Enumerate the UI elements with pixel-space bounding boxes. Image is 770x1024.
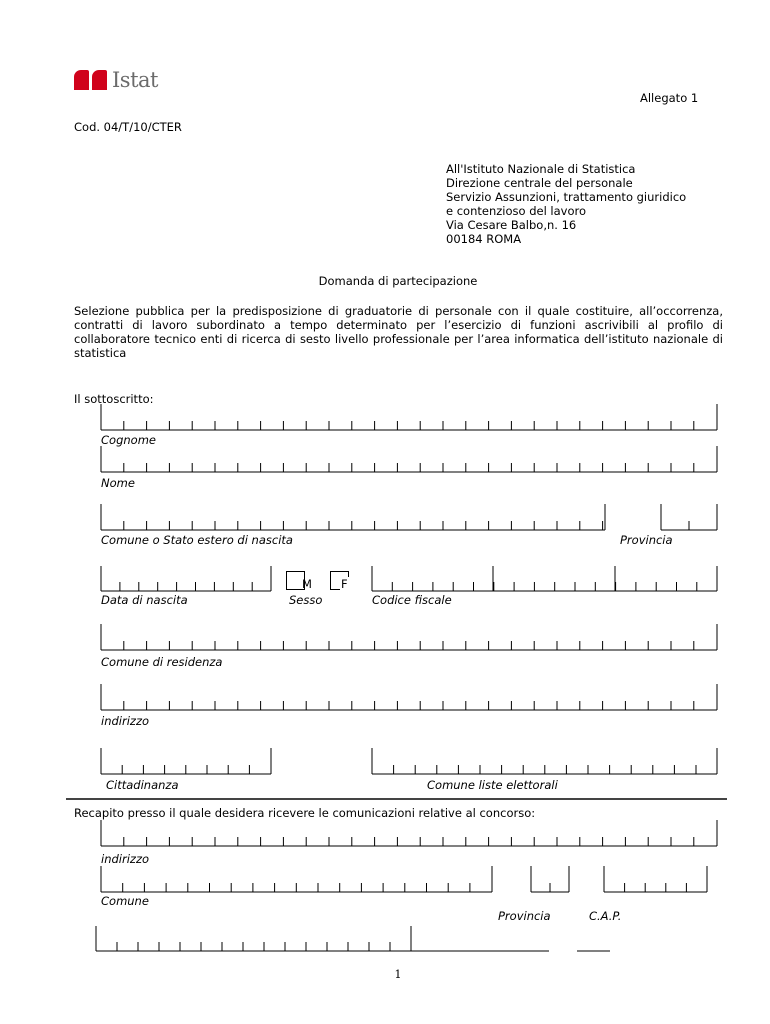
comune-residenza-label: Comune di residenza [101, 655, 223, 669]
data-nascita-input[interactable] [101, 566, 271, 592]
recapito-cap-input[interactable] [604, 866, 707, 894]
recapito-provincia-label: Provincia [498, 909, 551, 923]
recipient-line: All'Istituto Nazionale di Statistica [446, 162, 636, 176]
document-paragraph: Selezione pubblica per la predisposizione di graduatorie di personale con il quale costituire, all’occorrenza, contratti di lavoro subordinato a tempo determinato per l’esercizio di funzioni ascrivibili al profilo di collaboratore tecnico enti di ricerca di sesto livello professionale per l’area informatica dell’istituto nazionale di statistica [74, 304, 723, 360]
codice-fiscale-label: Codice fiscale [372, 593, 452, 607]
extra-comb-input[interactable] [96, 925, 411, 951]
page-number: 1 [394, 968, 402, 981]
recapito-indirizzo-label: indirizzo [101, 852, 150, 866]
indirizzo-label: indirizzo [101, 714, 150, 728]
cittadinanza-input[interactable] [101, 748, 271, 776]
recapito-comune-label: Comune [101, 894, 149, 908]
recipient-line: e contenzioso del lavoro [446, 204, 587, 218]
extra-short-line-input[interactable] [577, 935, 610, 951]
cognome-label: Cognome [101, 433, 156, 447]
comune-residenza-input[interactable] [101, 624, 717, 652]
cognome-input[interactable] [101, 404, 717, 432]
recapito-intro: Recapito presso il quale desidera ricevere le comunicazioni relative al concorso: [74, 806, 536, 820]
provincia-nascita-label: Provincia [620, 533, 673, 547]
indirizzo-input[interactable] [101, 684, 717, 712]
codice-label: Cod. 04/T/10/CTER [74, 120, 182, 134]
recipient-line: Via Cesare Balbo,n. 16 [446, 218, 577, 232]
sesso-label: Sesso [289, 593, 323, 607]
recipient-line: Direzione centrale del personale [446, 176, 633, 190]
comune-liste-label: Comune liste elettorali [427, 778, 558, 792]
provincia-nascita-input[interactable] [661, 504, 717, 532]
form-intro: Il sottoscritto: [74, 392, 154, 406]
sesso-f-label: F [341, 577, 348, 591]
istat-logo-text: Istat [112, 68, 158, 92]
recipient-line: Servizio Assunzioni, trattamento giuridico [446, 190, 687, 204]
codice-fiscale-input[interactable] [372, 566, 717, 592]
allegato-label: Allegato 1 [640, 91, 699, 105]
recapito-cap-label: C.A.P. [589, 909, 622, 923]
recapito-comune-input[interactable] [101, 866, 492, 894]
recapito-provincia-input[interactable] [531, 866, 569, 894]
nome-label: Nome [101, 476, 135, 490]
nome-input[interactable] [101, 446, 717, 474]
comune-nascita-input[interactable] [101, 504, 605, 532]
extra-line-input[interactable] [411, 935, 549, 951]
document-title: Domanda di partecipazione [318, 274, 478, 288]
sesso-m-label: M [302, 577, 312, 591]
recipient-line: 00184 ROMA [446, 232, 522, 246]
comune-liste-input[interactable] [372, 748, 717, 776]
data-nascita-label: Data di nascita [101, 593, 188, 607]
section-divider [66, 798, 727, 800]
recapito-indirizzo-input[interactable] [101, 820, 717, 848]
comune-nascita-label: Comune o Stato estero di nascita [101, 533, 293, 547]
cittadinanza-label: Cittadinanza [106, 778, 179, 792]
